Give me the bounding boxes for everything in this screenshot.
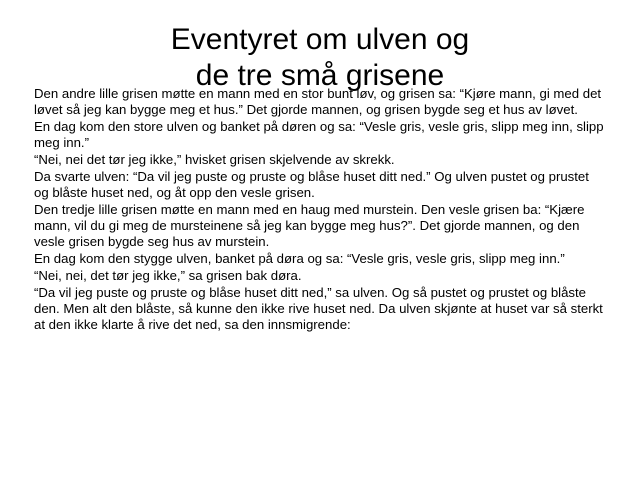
paragraph: En dag kom den stygge ulven, banket på døra og sa: “Vesle gris, vesle gris, slipp meg inn.” bbox=[34, 251, 565, 266]
paragraph: “Da vil jeg puste og pruste og blåse huset ditt ned,” sa ulven. Og så pustet og prustet og blåste den. Men alt den blåste, så kunne den ikke rive huset ned. Da ulven skjønte at huset var så sterkt at den ikke klarte å rive det ned, sa den innsmigrende: bbox=[34, 285, 603, 332]
slide-body-text bbox=[34, 86, 604, 334]
slide-title-line-1: Eventyret om ulven og bbox=[170, 23, 470, 56]
paragraph: “Nei, nei, det tør jeg ikke,” sa grisen bak døra. bbox=[34, 268, 302, 283]
paragraph: Den tredje lille grisen møtte en mann med en haug med murstein. Den vesle grisen ba: “Kjære mann, vil du gi meg de mursteinene så jeg kan bygge meg hus?”. Det gjorde mannen, og den vesle grisen bygde seg hus av murstein. bbox=[34, 202, 585, 249]
slide-title bbox=[110, 22, 530, 94]
paragraph: “Nei, nei det tør jeg ikke,” hvisket grisen skjelvende av skrekk. bbox=[34, 152, 395, 167]
slide-title-line-2: de tre små grisene bbox=[195, 59, 445, 92]
paragraph: Da svarte ulven: “Da vil jeg puste og pruste og blåse huset ditt ned.” Og ulven pustet og prustet og blåste huset ned, og åt opp den vesle grisen. bbox=[34, 169, 589, 200]
paragraph: Den andre lille grisen møtte en mann med en stor bunt løv, og grisen sa: “Kjøre mann, gi med det løvet så jeg kan bygge meg et hus.” Det gjorde mannen, og grisen bygde seg et hus av løvet. bbox=[34, 86, 602, 117]
paragraph: En dag kom den store ulven og banket på døren og sa: “Vesle gris, vesle gris, slipp meg inn, slipp meg inn.” bbox=[34, 119, 604, 150]
